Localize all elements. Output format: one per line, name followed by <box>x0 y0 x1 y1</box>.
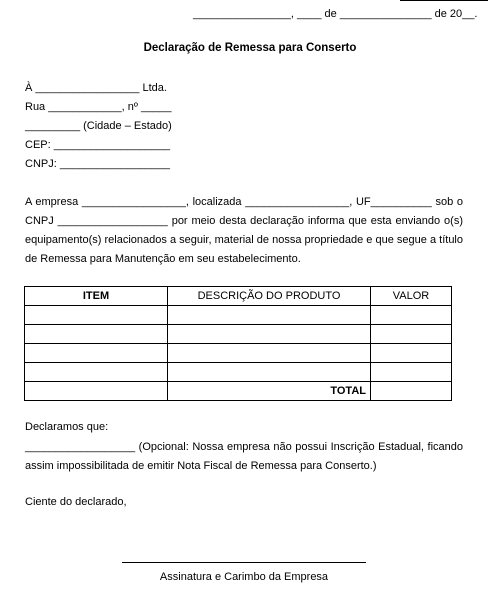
addressee-company: À _________________ Ltda. <box>25 82 167 94</box>
header-item: ITEM <box>25 287 168 306</box>
declaration-optional-text: __________________ (Opcional: Nossa empresa não possui Inscrição Estadual, ficando assim impossibilitada de emitir Nota Fiscal de Remessa para Conserto.) <box>25 441 463 472</box>
table-cell <box>25 325 168 344</box>
table-cell <box>371 306 452 325</box>
table-row <box>25 344 452 363</box>
addressee-street: Rua ____________, nº _____ <box>25 101 172 113</box>
date-line: ________________, ____ de _______________ de 20__. <box>193 8 478 20</box>
table-header-row <box>25 287 452 306</box>
addressee-cep: CEP: ___________________ <box>25 139 170 151</box>
table-row <box>25 306 452 325</box>
table-total-row <box>25 382 452 401</box>
table-cell <box>25 306 168 325</box>
addressee-city: _________ (Cidade – Estado) <box>25 120 172 132</box>
table-row <box>25 325 452 344</box>
closing-text: Ciente do declarado, <box>25 496 127 508</box>
table-cell <box>168 363 371 382</box>
header-value: VALOR <box>371 287 452 306</box>
signature-label: Assinatura e Carimbo da Empresa <box>159 571 329 583</box>
table-cell <box>168 325 371 344</box>
signature-line <box>122 562 366 563</box>
table-cell <box>168 306 371 325</box>
body-paragraph: A empresa _________________, localizada _________________, UF__________ sob o CNPJ __________________ por meio desta declaração informa que esta enviando o(s) equipamento(s) relacionados a seguir, material de nossa propriedade e que segue a título de Remessa para Manutenção em seu estabelecimento. <box>25 196 463 265</box>
items-table <box>24 286 452 401</box>
table-cell <box>168 344 371 363</box>
addressee-cnpj: CNPJ: __________________ <box>25 158 170 170</box>
table-cell <box>371 325 452 344</box>
table-row <box>25 363 452 382</box>
table-cell <box>371 344 452 363</box>
total-value-cell <box>371 382 452 401</box>
declaration-intro: Declaramos que: <box>25 421 109 433</box>
header-description: DESCRIÇÃO DO PRODUTO <box>168 287 371 306</box>
top-rule <box>400 0 488 1</box>
table-cell <box>25 382 168 401</box>
table-cell <box>371 363 452 382</box>
document-title: Declaração de Remessa para Conserto <box>143 42 357 54</box>
table-cell <box>25 344 168 363</box>
table-cell <box>25 363 168 382</box>
total-label: TOTAL <box>168 382 371 401</box>
